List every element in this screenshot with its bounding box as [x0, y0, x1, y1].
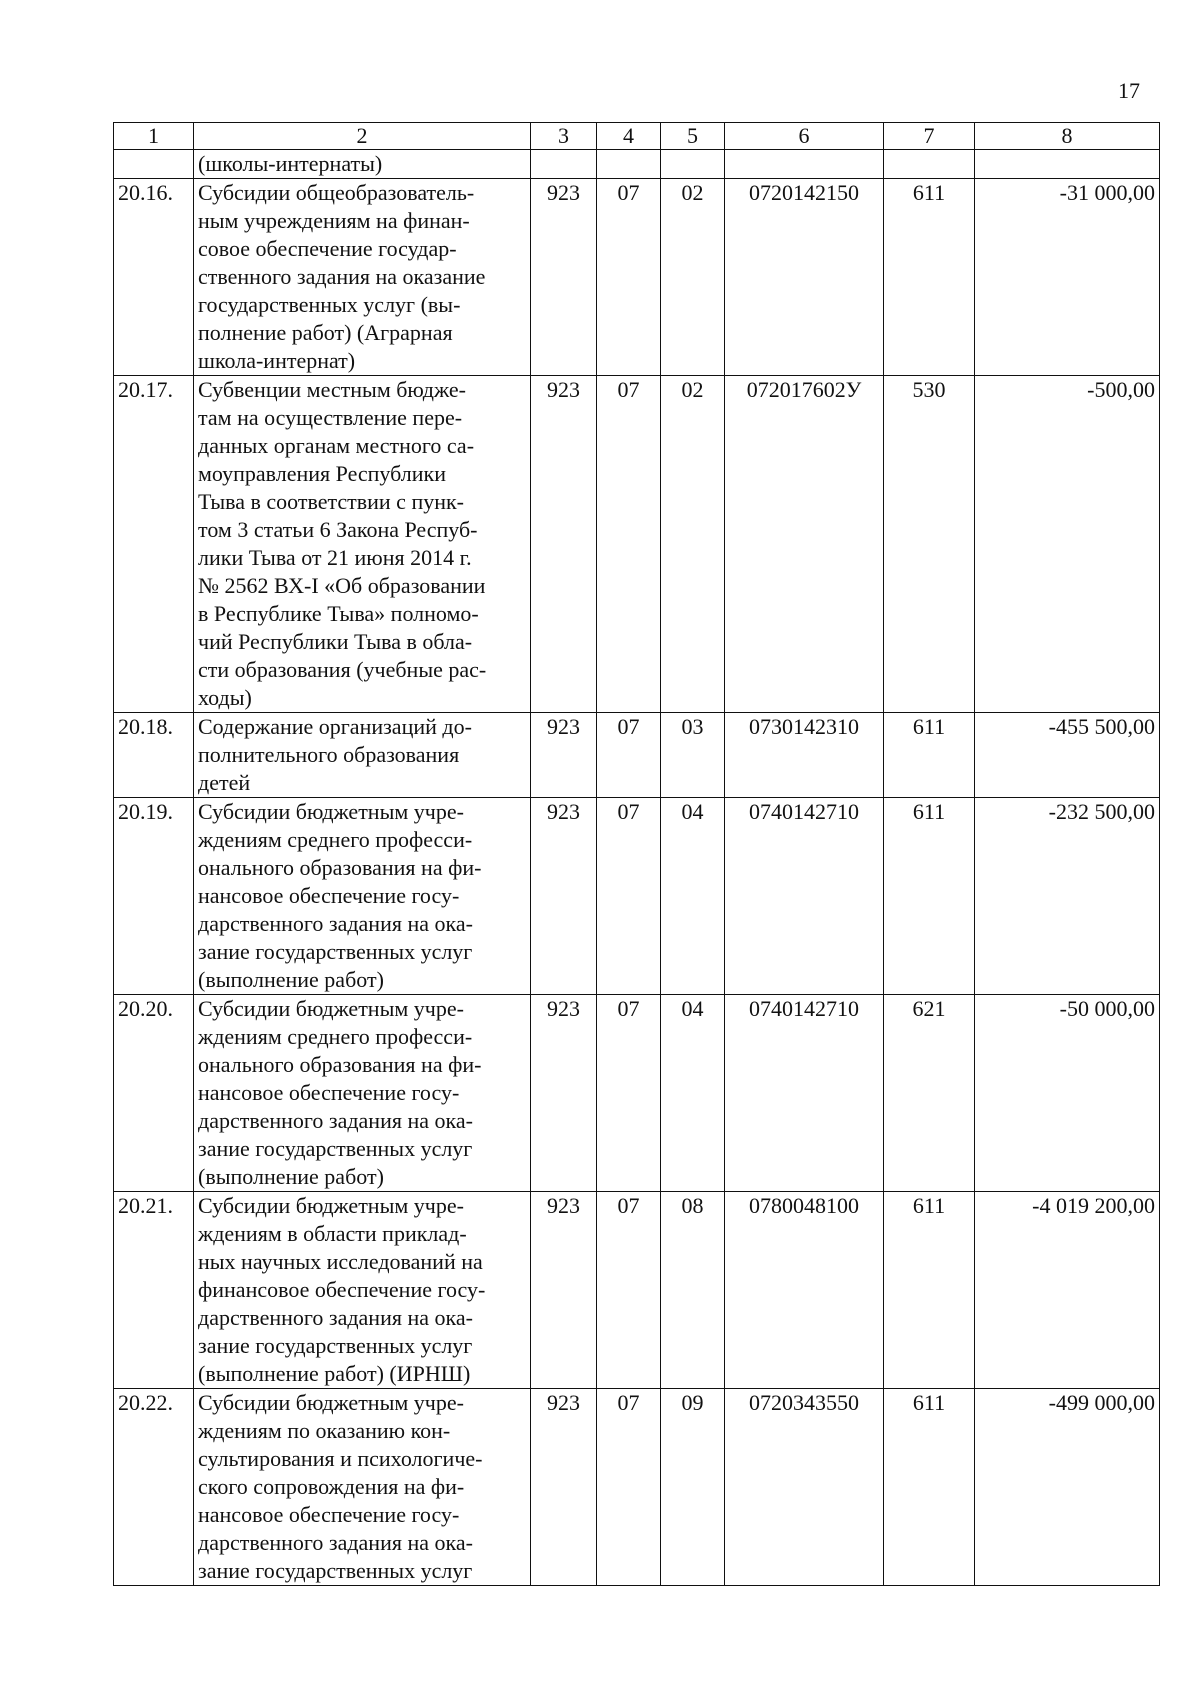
- name-line: государственных услуг (вы-: [198, 292, 461, 317]
- name-line: чий Республики Тыва в обла-: [198, 629, 473, 654]
- expense-type-cell: 611: [884, 798, 975, 995]
- target-article-cell: 0720343550: [725, 1389, 884, 1586]
- ministry-code-cell: 923: [531, 713, 597, 798]
- name-line: ственного задания на оказание: [198, 264, 486, 289]
- ministry-code-cell: 923: [531, 179, 597, 376]
- expense-type-cell: 611: [884, 1389, 975, 1586]
- ministry-code-cell: 923: [531, 995, 597, 1192]
- target-article-cell: 0740142710: [725, 995, 884, 1192]
- table-body: [114, 150, 1160, 1586]
- name-line: сультирования и психологиче-: [198, 1446, 483, 1471]
- name-line: Субсидии бюджетным учре-: [198, 1193, 464, 1218]
- name-line: (выполнение работ): [198, 1164, 384, 1189]
- budget-table: [113, 122, 1160, 1586]
- table-row: [114, 798, 1160, 995]
- row-name-cell: [194, 1389, 531, 1586]
- name-line: ных научных исследований на: [198, 1249, 483, 1274]
- ministry-code-cell: 923: [531, 376, 597, 713]
- row-name-cell: [194, 376, 531, 713]
- row-number-cell: 20.18.: [114, 713, 194, 798]
- name-line: дарственного задания на ока-: [198, 1530, 473, 1555]
- name-line: ского сопровождения на фи-: [198, 1474, 465, 1499]
- name-line: (выполнение работ): [198, 967, 384, 992]
- subsection-code-cell: 08: [661, 1192, 725, 1389]
- name-line: Тыва в соответствии с пунк-: [198, 489, 465, 514]
- expense-type-cell: 611: [884, 713, 975, 798]
- name-line: нансовое обеспечение госу-: [198, 1080, 460, 1105]
- name-line: зание государственных услуг: [198, 1136, 473, 1161]
- header-col-7: 7: [884, 123, 975, 150]
- name-line: ждениям среднего професси-: [198, 1024, 473, 1049]
- section-code-cell: 07: [597, 376, 661, 713]
- header-col-4: 4: [597, 123, 661, 150]
- row-number-cell: 20.22.: [114, 1389, 194, 1586]
- expense-type-cell: 621: [884, 995, 975, 1192]
- name-line: школа-интернат): [198, 348, 356, 373]
- empty-cell: [531, 150, 597, 179]
- empty-cell: [884, 150, 975, 179]
- section-code-cell: 07: [597, 798, 661, 995]
- section-code-cell: 07: [597, 1192, 661, 1389]
- name-line: лики Тыва от 21 июня 2014 г.: [198, 545, 472, 570]
- name-line: нансовое обеспечение госу-: [198, 1502, 460, 1527]
- name-line: там на осуществление пере-: [198, 405, 463, 430]
- subsection-code-cell: 02: [661, 376, 725, 713]
- name-line: Субвенции местным бюдже-: [198, 377, 466, 402]
- section-code-cell: 07: [597, 1389, 661, 1586]
- empty-cell: [597, 150, 661, 179]
- continuation-num-cell: [114, 150, 194, 179]
- header-row: [114, 123, 1160, 150]
- row-number-cell: 20.16.: [114, 179, 194, 376]
- empty-cell: [975, 150, 1160, 179]
- amount-cell: -499 000,00: [975, 1389, 1160, 1586]
- name-line: ходы): [198, 685, 252, 710]
- row-name-cell: [194, 1192, 531, 1389]
- row-number-cell: 20.17.: [114, 376, 194, 713]
- expense-type-cell: 611: [884, 1192, 975, 1389]
- table-row: [114, 376, 1160, 713]
- ministry-code-cell: 923: [531, 1192, 597, 1389]
- table-row: [114, 713, 1160, 798]
- name-line: (школы-интернаты): [198, 151, 383, 176]
- row-name-cell: [194, 179, 531, 376]
- name-line: нансовое обеспечение госу-: [198, 883, 460, 908]
- subsection-code-cell: 09: [661, 1389, 725, 1586]
- name-line: Субсидии бюджетным учре-: [198, 799, 464, 824]
- expense-type-cell: 530: [884, 376, 975, 713]
- name-line: Субсидии бюджетным учре-: [198, 996, 464, 1021]
- amount-cell: -455 500,00: [975, 713, 1160, 798]
- name-line: дарственного задания на ока-: [198, 911, 473, 936]
- target-article-cell: 0740142710: [725, 798, 884, 995]
- table-row: [114, 1192, 1160, 1389]
- ministry-code-cell: 923: [531, 798, 597, 995]
- subsection-code-cell: 04: [661, 995, 725, 1192]
- header-col-8: 8: [975, 123, 1160, 150]
- name-line: Субсидии общеобразователь-: [198, 180, 475, 205]
- name-line: ждениям в области приклад-: [198, 1221, 467, 1246]
- row-name-cell: [194, 995, 531, 1192]
- continuation-row: [114, 150, 1160, 179]
- name-line: зание государственных услуг: [198, 1558, 473, 1583]
- table-row: [114, 1389, 1160, 1586]
- page-number: 17: [1118, 78, 1140, 103]
- name-line: данных органам местного са-: [198, 433, 475, 458]
- target-article-cell: 072017602У: [725, 376, 884, 713]
- name-line: Субсидии бюджетным учре-: [198, 1390, 464, 1415]
- name-line: Содержание организаций до-: [198, 714, 472, 739]
- amount-cell: -4 019 200,00: [975, 1192, 1160, 1389]
- table-row: [114, 179, 1160, 376]
- name-line: ным учреждениям на финан-: [198, 208, 470, 233]
- header-col-5: 5: [661, 123, 725, 150]
- row-number-cell: 20.21.: [114, 1192, 194, 1389]
- name-line: дарственного задания на ока-: [198, 1108, 473, 1133]
- target-article-cell: 0780048100: [725, 1192, 884, 1389]
- name-line: № 2562 ВХ-I «Об образовании: [198, 573, 486, 598]
- name-line: моуправления Республики: [198, 461, 446, 486]
- amount-cell: -31 000,00: [975, 179, 1160, 376]
- name-line: в Республике Тыва» полномо-: [198, 601, 479, 626]
- ministry-code-cell: 923: [531, 1389, 597, 1586]
- subsection-code-cell: 02: [661, 179, 725, 376]
- name-line: финансовое обеспечение госу-: [198, 1277, 486, 1302]
- row-number-cell: 20.19.: [114, 798, 194, 995]
- empty-cell: [725, 150, 884, 179]
- name-line: зание государственных услуг: [198, 939, 473, 964]
- row-name-cell: [194, 713, 531, 798]
- target-article-cell: 0730142310: [725, 713, 884, 798]
- section-code-cell: 07: [597, 995, 661, 1192]
- name-line: полнительного образования: [198, 742, 460, 767]
- row-number-cell: 20.20.: [114, 995, 194, 1192]
- row-name-cell: [194, 798, 531, 995]
- name-line: дарственного задания на ока-: [198, 1305, 473, 1330]
- header-col-1: 1: [114, 123, 194, 150]
- name-line: ждениям среднего професси-: [198, 827, 473, 852]
- name-line: зание государственных услуг: [198, 1333, 473, 1358]
- section-code-cell: 07: [597, 713, 661, 798]
- target-article-cell: 0720142150: [725, 179, 884, 376]
- empty-cell: [661, 150, 725, 179]
- table-row: [114, 995, 1160, 1192]
- expense-type-cell: 611: [884, 179, 975, 376]
- name-line: сти образования (учебные рас-: [198, 657, 487, 682]
- header-col-3: 3: [531, 123, 597, 150]
- name-line: онального образования на фи-: [198, 855, 482, 880]
- subsection-code-cell: 04: [661, 798, 725, 995]
- header-col-2: 2: [194, 123, 531, 150]
- continuation-name-cell: [194, 150, 531, 179]
- section-code-cell: 07: [597, 179, 661, 376]
- amount-cell: -232 500,00: [975, 798, 1160, 995]
- name-line: детей: [198, 770, 251, 795]
- name-line: (выполнение работ) (ИРНШ): [198, 1361, 471, 1386]
- name-line: онального образования на фи-: [198, 1052, 482, 1077]
- amount-cell: -50 000,00: [975, 995, 1160, 1192]
- name-line: ждениям по оказанию кон-: [198, 1418, 451, 1443]
- header-col-6: 6: [725, 123, 884, 150]
- name-line: совое обеспечение государ-: [198, 236, 457, 261]
- name-line: полнение работ) (Аграрная: [198, 320, 453, 345]
- subsection-code-cell: 03: [661, 713, 725, 798]
- name-line: том 3 статьи 6 Закона Респуб-: [198, 517, 478, 542]
- amount-cell: -500,00: [975, 376, 1160, 713]
